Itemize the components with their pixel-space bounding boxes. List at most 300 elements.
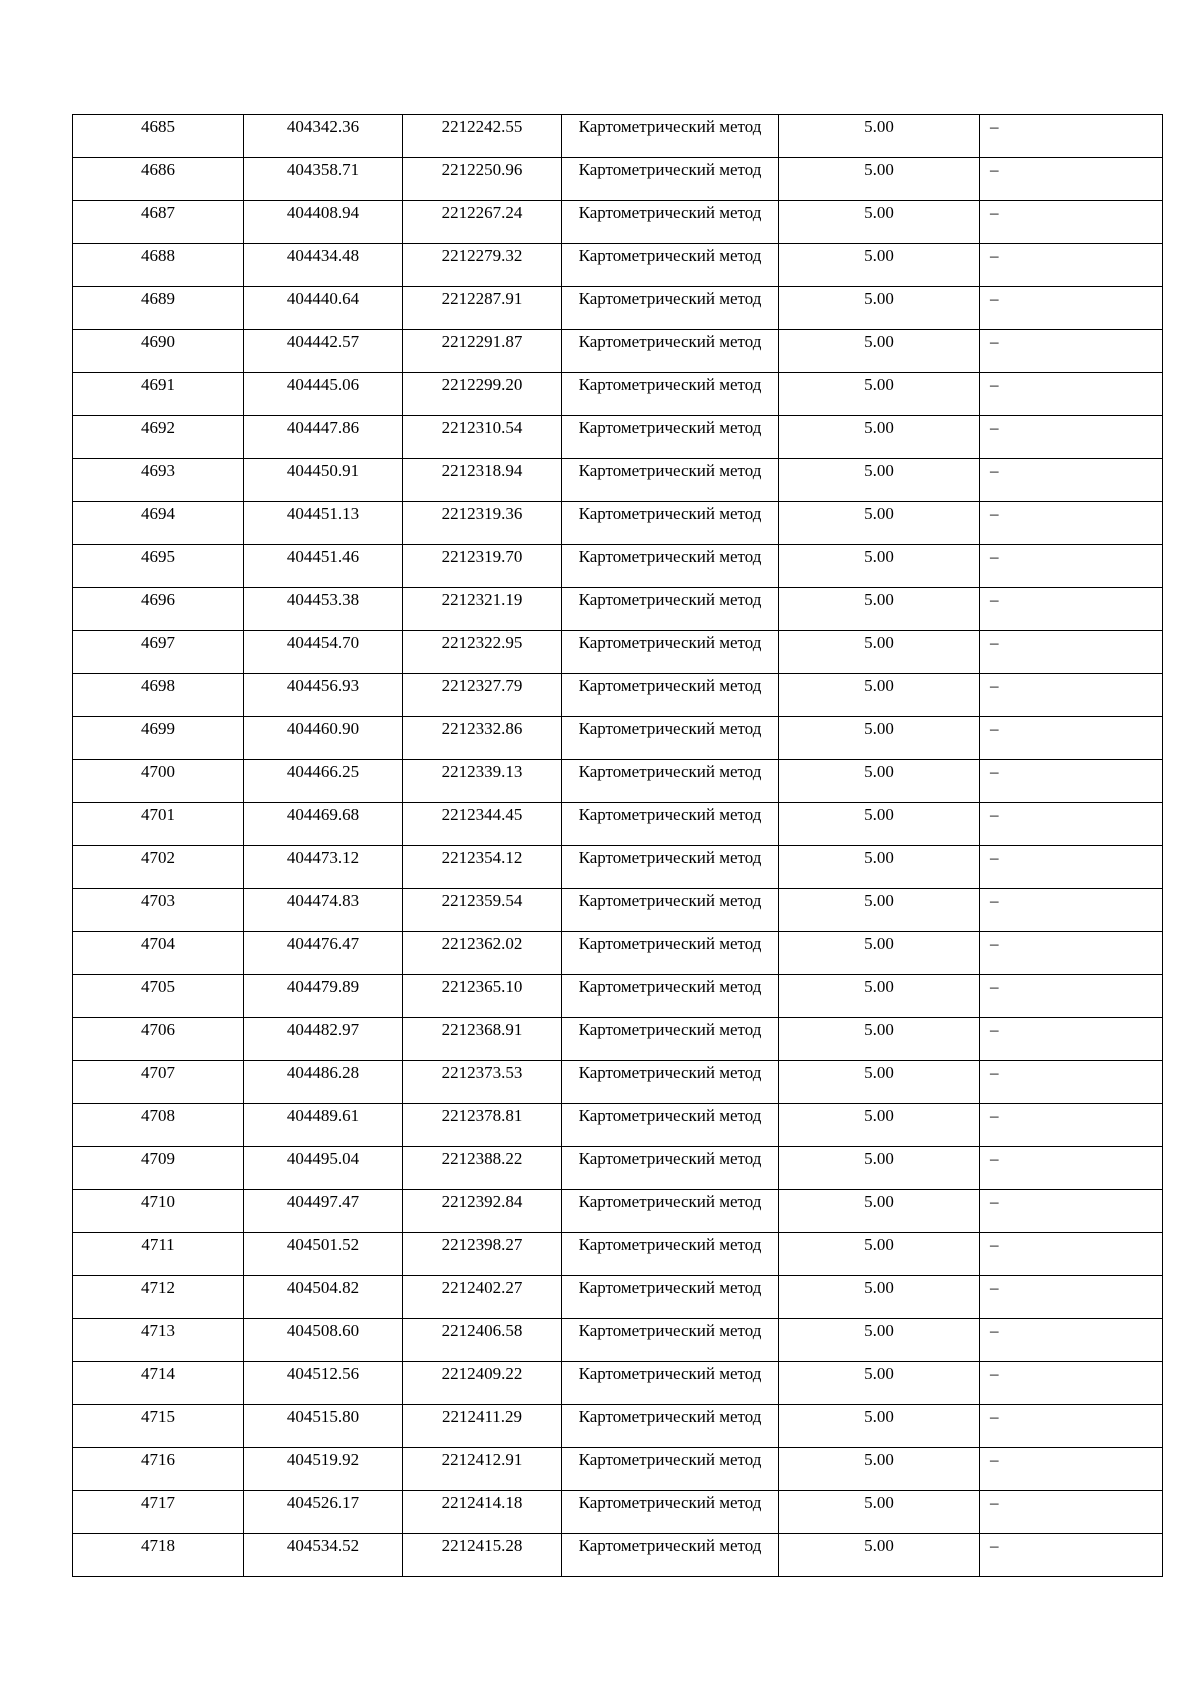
point-number-cell [73, 502, 244, 545]
method-cell [562, 1061, 779, 1104]
x-coordinate-cell [244, 416, 403, 459]
x-coordinate-cell [244, 1534, 403, 1577]
method-text: Картометрический метод [578, 1235, 762, 1254]
table-row [73, 717, 1163, 760]
x-coordinate-text: 404489.61 [286, 1106, 360, 1125]
x-coordinate-cell [244, 115, 403, 158]
y-coordinate-cell [403, 1491, 562, 1534]
note-cell [980, 1018, 1163, 1061]
note-text: – [990, 289, 999, 308]
y-coordinate-text: 2212365.10 [441, 977, 523, 996]
point-number-cell [73, 244, 244, 287]
point-number-text: 4688 [141, 246, 175, 265]
point-number-cell [73, 1104, 244, 1147]
x-coordinate-cell [244, 1147, 403, 1190]
x-coordinate-cell [244, 1276, 403, 1319]
method-cell [562, 1448, 779, 1491]
accuracy-cell [779, 1147, 980, 1190]
note-text: – [990, 1063, 999, 1082]
method-text: Картометрический метод [578, 203, 762, 222]
accuracy-text: 5.00 [864, 1020, 894, 1039]
y-coordinate-cell [403, 1147, 562, 1190]
point-number-cell [73, 1534, 244, 1577]
point-number-cell [73, 631, 244, 674]
y-coordinate-text: 2212344.45 [441, 805, 523, 824]
accuracy-text: 5.00 [864, 203, 894, 222]
x-coordinate-cell [244, 287, 403, 330]
method-text: Картометрический метод [578, 934, 762, 953]
accuracy-cell [779, 1104, 980, 1147]
method-text: Картометрический метод [578, 848, 762, 867]
accuracy-text: 5.00 [864, 1235, 894, 1254]
method-text: Картометрический метод [578, 1364, 762, 1383]
point-number-text: 4708 [141, 1106, 175, 1125]
method-text: Картометрический метод [578, 633, 762, 652]
note-text: – [990, 934, 999, 953]
point-number-text: 4695 [141, 547, 175, 566]
accuracy-cell [779, 287, 980, 330]
table-row [73, 416, 1163, 459]
y-coordinate-cell [403, 244, 562, 287]
x-coordinate-text: 404453.38 [286, 590, 360, 609]
method-text: Картометрический метод [578, 1450, 762, 1469]
note-cell [980, 803, 1163, 846]
accuracy-cell [779, 1491, 980, 1534]
note-cell [980, 760, 1163, 803]
method-cell [562, 674, 779, 717]
y-coordinate-text: 2212362.02 [441, 934, 523, 953]
y-coordinate-text: 2212415.28 [441, 1536, 523, 1555]
accuracy-text: 5.00 [864, 719, 894, 738]
accuracy-cell [779, 975, 980, 1018]
x-coordinate-text: 404456.93 [286, 676, 360, 695]
accuracy-cell [779, 1534, 980, 1577]
method-text: Картометрический метод [578, 332, 762, 351]
accuracy-cell [779, 1061, 980, 1104]
accuracy-text: 5.00 [864, 891, 894, 910]
accuracy-cell [779, 1276, 980, 1319]
note-cell [980, 287, 1163, 330]
y-coordinate-cell [403, 287, 562, 330]
accuracy-text: 5.00 [864, 1149, 894, 1168]
x-coordinate-cell [244, 545, 403, 588]
point-number-text: 4692 [141, 418, 175, 437]
point-number-text: 4704 [141, 934, 175, 953]
method-text: Картометрический метод [578, 805, 762, 824]
accuracy-cell [779, 932, 980, 975]
note-cell [980, 631, 1163, 674]
y-coordinate-cell [403, 1362, 562, 1405]
x-coordinate-text: 404408.94 [286, 203, 360, 222]
y-coordinate-text: 2212392.84 [441, 1192, 523, 1211]
y-coordinate-cell [403, 889, 562, 932]
y-coordinate-cell [403, 1061, 562, 1104]
coordinates-table-body [73, 115, 1163, 1577]
y-coordinate-cell [403, 373, 562, 416]
point-number-text: 4687 [141, 203, 175, 222]
accuracy-cell [779, 1233, 980, 1276]
accuracy-text: 5.00 [864, 1536, 894, 1555]
note-text: – [990, 633, 999, 652]
note-text: – [990, 1149, 999, 1168]
y-coordinate-cell [403, 330, 562, 373]
x-coordinate-cell [244, 1362, 403, 1405]
y-coordinate-cell [403, 1190, 562, 1233]
accuracy-text: 5.00 [864, 762, 894, 781]
accuracy-text: 5.00 [864, 1106, 894, 1125]
y-coordinate-text: 2212359.54 [441, 891, 523, 910]
x-coordinate-text: 404451.46 [286, 547, 360, 566]
note-text: – [990, 203, 999, 222]
note-text: – [990, 160, 999, 179]
accuracy-cell [779, 889, 980, 932]
method-cell [562, 287, 779, 330]
point-number-cell [73, 459, 244, 502]
note-text: – [990, 1321, 999, 1340]
x-coordinate-text: 404534.52 [286, 1536, 360, 1555]
method-cell [562, 1491, 779, 1534]
y-coordinate-cell [403, 1448, 562, 1491]
note-cell [980, 459, 1163, 502]
accuracy-cell [779, 1405, 980, 1448]
x-coordinate-cell [244, 373, 403, 416]
table-row [73, 1190, 1163, 1233]
note-cell [980, 244, 1163, 287]
method-text: Картометрический метод [578, 1407, 762, 1426]
table-row [73, 1104, 1163, 1147]
point-number-text: 4697 [141, 633, 175, 652]
accuracy-text: 5.00 [864, 977, 894, 996]
note-cell [980, 330, 1163, 373]
table-row [73, 115, 1163, 158]
accuracy-text: 5.00 [864, 676, 894, 695]
accuracy-cell [779, 1448, 980, 1491]
y-coordinate-cell [403, 975, 562, 1018]
table-row [73, 1147, 1163, 1190]
point-number-text: 4689 [141, 289, 175, 308]
point-number-text: 4706 [141, 1020, 175, 1039]
x-coordinate-cell [244, 330, 403, 373]
method-text: Картометрический метод [578, 676, 762, 695]
table-row [73, 1319, 1163, 1362]
note-text: – [990, 1536, 999, 1555]
table-row [73, 975, 1163, 1018]
table-row [73, 158, 1163, 201]
point-number-cell [73, 1061, 244, 1104]
accuracy-text: 5.00 [864, 1364, 894, 1383]
y-coordinate-cell [403, 674, 562, 717]
table-row [73, 244, 1163, 287]
table-row [73, 846, 1163, 889]
method-text: Картометрический метод [578, 891, 762, 910]
method-text: Картометрический метод [578, 1063, 762, 1082]
y-coordinate-text: 2212319.70 [441, 547, 523, 566]
point-number-text: 4717 [141, 1493, 175, 1512]
point-number-text: 4718 [141, 1536, 175, 1555]
y-coordinate-text: 2212412.91 [441, 1450, 523, 1469]
note-text: – [990, 1493, 999, 1512]
y-coordinate-text: 2212318.94 [441, 461, 523, 480]
method-text: Картометрический метод [578, 719, 762, 738]
y-coordinate-text: 2212319.36 [441, 504, 523, 523]
method-cell [562, 975, 779, 1018]
y-coordinate-text: 2212354.12 [441, 848, 523, 867]
table-row [73, 330, 1163, 373]
method-cell [562, 416, 779, 459]
point-number-text: 4710 [141, 1192, 175, 1211]
x-coordinate-text: 404460.90 [286, 719, 360, 738]
accuracy-cell [779, 588, 980, 631]
table-row [73, 502, 1163, 545]
y-coordinate-cell [403, 502, 562, 545]
method-cell [562, 760, 779, 803]
y-coordinate-cell [403, 1104, 562, 1147]
point-number-cell [73, 1233, 244, 1276]
y-coordinate-cell [403, 1534, 562, 1577]
y-coordinate-text: 2212378.81 [441, 1106, 523, 1125]
point-number-text: 4685 [141, 117, 175, 136]
point-number-text: 4691 [141, 375, 175, 394]
accuracy-cell [779, 330, 980, 373]
x-coordinate-text: 404342.36 [286, 117, 360, 136]
y-coordinate-cell [403, 1405, 562, 1448]
accuracy-text: 5.00 [864, 547, 894, 566]
y-coordinate-text: 2212250.96 [441, 160, 523, 179]
method-cell [562, 1362, 779, 1405]
method-text: Картометрический метод [578, 547, 762, 566]
method-text: Картометрический метод [578, 1493, 762, 1512]
accuracy-text: 5.00 [864, 1278, 894, 1297]
point-number-text: 4709 [141, 1149, 175, 1168]
accuracy-cell [779, 201, 980, 244]
note-text: – [990, 332, 999, 351]
table-row [73, 201, 1163, 244]
x-coordinate-text: 404519.92 [286, 1450, 360, 1469]
x-coordinate-text: 404447.86 [286, 418, 360, 437]
y-coordinate-text: 2212299.20 [441, 375, 523, 394]
point-number-cell [73, 158, 244, 201]
note-cell [980, 1276, 1163, 1319]
x-coordinate-text: 404508.60 [286, 1321, 360, 1340]
table-row [73, 1362, 1163, 1405]
note-cell [980, 1405, 1163, 1448]
point-number-cell [73, 846, 244, 889]
point-number-cell [73, 545, 244, 588]
x-coordinate-text: 404451.13 [286, 504, 360, 523]
accuracy-text: 5.00 [864, 1450, 894, 1469]
note-text: – [990, 805, 999, 824]
point-number-cell [73, 760, 244, 803]
x-coordinate-cell [244, 1405, 403, 1448]
x-coordinate-cell [244, 631, 403, 674]
method-cell [562, 1319, 779, 1362]
y-coordinate-cell [403, 760, 562, 803]
table-row [73, 588, 1163, 631]
accuracy-cell [779, 115, 980, 158]
x-coordinate-cell [244, 1233, 403, 1276]
point-number-text: 4716 [141, 1450, 175, 1469]
point-number-text: 4707 [141, 1063, 175, 1082]
accuracy-cell [779, 760, 980, 803]
method-text: Картометрический метод [578, 1106, 762, 1125]
y-coordinate-text: 2212373.53 [441, 1063, 523, 1082]
y-coordinate-cell [403, 846, 562, 889]
y-coordinate-text: 2212242.55 [441, 117, 523, 136]
table-row [73, 545, 1163, 588]
table-row [73, 1276, 1163, 1319]
y-coordinate-cell [403, 545, 562, 588]
method-text: Картометрический метод [578, 289, 762, 308]
accuracy-cell [779, 1362, 980, 1405]
x-coordinate-text: 404479.89 [286, 977, 360, 996]
y-coordinate-text: 2212279.32 [441, 246, 523, 265]
note-text: – [990, 719, 999, 738]
accuracy-text: 5.00 [864, 934, 894, 953]
accuracy-text: 5.00 [864, 332, 894, 351]
point-number-cell [73, 330, 244, 373]
method-cell [562, 545, 779, 588]
y-coordinate-cell [403, 631, 562, 674]
x-coordinate-cell [244, 201, 403, 244]
x-coordinate-text: 404482.97 [286, 1020, 360, 1039]
y-coordinate-text: 2212388.22 [441, 1149, 523, 1168]
note-text: – [990, 547, 999, 566]
table-row [73, 631, 1163, 674]
y-coordinate-text: 2212322.95 [441, 633, 523, 652]
accuracy-text: 5.00 [864, 246, 894, 265]
table-row [73, 932, 1163, 975]
accuracy-cell [779, 416, 980, 459]
y-coordinate-cell [403, 1319, 562, 1362]
x-coordinate-text: 404495.04 [286, 1149, 360, 1168]
point-number-text: 4703 [141, 891, 175, 910]
y-coordinate-text: 2212402.27 [441, 1278, 523, 1297]
point-number-text: 4715 [141, 1407, 175, 1426]
method-cell [562, 201, 779, 244]
note-text: – [990, 762, 999, 781]
point-number-cell [73, 975, 244, 1018]
note-cell [980, 1190, 1163, 1233]
table-row [73, 1233, 1163, 1276]
method-cell [562, 158, 779, 201]
accuracy-cell [779, 1319, 980, 1362]
table-row [73, 760, 1163, 803]
x-coordinate-text: 404442.57 [286, 332, 360, 351]
accuracy-text: 5.00 [864, 805, 894, 824]
accuracy-text: 5.00 [864, 1407, 894, 1426]
note-cell [980, 201, 1163, 244]
point-number-cell [73, 1491, 244, 1534]
x-coordinate-cell [244, 244, 403, 287]
y-coordinate-cell [403, 201, 562, 244]
y-coordinate-text: 2212368.91 [441, 1020, 523, 1039]
method-cell [562, 1405, 779, 1448]
note-cell [980, 1491, 1163, 1534]
method-cell [562, 373, 779, 416]
point-number-text: 4711 [141, 1235, 175, 1254]
y-coordinate-cell [403, 588, 562, 631]
point-number-text: 4698 [141, 676, 175, 695]
y-coordinate-cell [403, 1276, 562, 1319]
method-text: Картометрический метод [578, 504, 762, 523]
y-coordinate-text: 2212267.24 [441, 203, 523, 222]
note-text: – [990, 418, 999, 437]
x-coordinate-text: 404474.83 [286, 891, 360, 910]
table-row [73, 674, 1163, 717]
note-cell [980, 545, 1163, 588]
note-cell [980, 158, 1163, 201]
note-text: – [990, 375, 999, 394]
note-cell [980, 1233, 1163, 1276]
method-cell [562, 1018, 779, 1061]
accuracy-text: 5.00 [864, 375, 894, 394]
point-number-text: 4686 [141, 160, 175, 179]
accuracy-cell [779, 631, 980, 674]
accuracy-cell [779, 244, 980, 287]
accuracy-cell [779, 545, 980, 588]
x-coordinate-text: 404434.48 [286, 246, 360, 265]
x-coordinate-cell [244, 760, 403, 803]
y-coordinate-cell [403, 1233, 562, 1276]
method-cell [562, 502, 779, 545]
point-number-text: 4699 [141, 719, 175, 738]
note-text: – [990, 891, 999, 910]
x-coordinate-cell [244, 1018, 403, 1061]
method-cell [562, 330, 779, 373]
y-coordinate-cell [403, 459, 562, 502]
method-text: Картометрический метод [578, 160, 762, 179]
method-text: Картометрический метод [578, 1149, 762, 1168]
x-coordinate-cell [244, 1061, 403, 1104]
method-text: Картометрический метод [578, 1321, 762, 1340]
note-text: – [990, 1020, 999, 1039]
method-text: Картометрический метод [578, 1536, 762, 1555]
note-cell [980, 373, 1163, 416]
y-coordinate-cell [403, 803, 562, 846]
method-cell [562, 1276, 779, 1319]
method-cell [562, 588, 779, 631]
point-number-text: 4700 [141, 762, 175, 781]
x-coordinate-cell [244, 588, 403, 631]
point-number-cell [73, 889, 244, 932]
x-coordinate-cell [244, 502, 403, 545]
method-text: Картометрический метод [578, 1192, 762, 1211]
point-number-cell [73, 1190, 244, 1233]
method-cell [562, 1233, 779, 1276]
table-row [73, 459, 1163, 502]
accuracy-cell [779, 674, 980, 717]
note-cell [980, 588, 1163, 631]
accuracy-text: 5.00 [864, 1192, 894, 1211]
point-number-text: 4712 [141, 1278, 175, 1297]
x-coordinate-text: 404454.70 [286, 633, 360, 652]
point-number-cell [73, 1448, 244, 1491]
method-cell [562, 1104, 779, 1147]
y-coordinate-text: 2212398.27 [441, 1235, 523, 1254]
accuracy-cell [779, 158, 980, 201]
x-coordinate-text: 404473.12 [286, 848, 360, 867]
point-number-cell [73, 1362, 244, 1405]
method-text: Картометрический метод [578, 117, 762, 136]
note-cell [980, 1362, 1163, 1405]
x-coordinate-text: 404358.71 [286, 160, 360, 179]
point-number-cell [73, 674, 244, 717]
point-number-text: 4693 [141, 461, 175, 480]
method-cell [562, 846, 779, 889]
x-coordinate-text: 404440.64 [286, 289, 360, 308]
note-text: – [990, 848, 999, 867]
note-text: – [990, 246, 999, 265]
